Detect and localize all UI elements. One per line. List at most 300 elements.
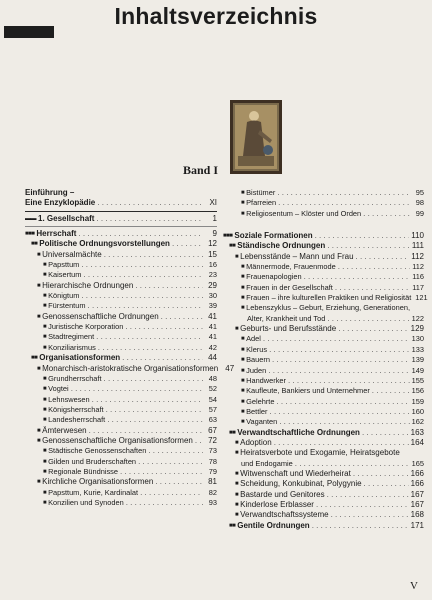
toc-entry-title: Eine Enzyklopädie [25,198,96,208]
level-marker: ■ [43,448,47,455]
toc-entry-page: 171 [410,520,424,530]
toc-entry-page: 93 [208,497,217,507]
toc-entry[interactable] [223,407,424,417]
toc-entry-title: Lebenszyklus – Geburt, Erziehung, Generationen, [246,303,411,313]
dot-leader [327,490,409,500]
toc-entry[interactable] [223,397,424,407]
dot-leader [353,469,409,479]
toc-entry-page: 9 [212,229,217,239]
level-marker: ■ [241,398,245,405]
dot-leader [277,188,410,198]
toc-entry-page: XI [209,198,217,208]
toc-entry[interactable] [223,303,424,313]
toc-entry-page: 12 [208,239,217,249]
toc-entry[interactable] [223,334,424,344]
toc-entry-title: Juristische Korporation [48,322,124,332]
toc-entry[interactable] [25,260,217,270]
dot-leader [372,386,410,396]
level-marker: ■■ [229,429,236,436]
dot-leader [274,438,409,448]
toc-entry-title: Königsherrschaft [48,404,104,414]
toc-entry[interactable] [223,355,424,365]
level-marker: ■ [43,406,47,413]
toc-entry-page: 163 [410,427,424,437]
dot-leader [272,355,410,365]
level-marker: ■ [43,303,47,310]
toc-entry-page: 122 [411,313,424,323]
level-marker: ■ [37,427,41,434]
toc-entry-title: Monarchisch-aristokratische Organisationsformen [42,363,219,373]
toc-entry[interactable] [25,322,217,332]
toc-entry-page: 168 [410,510,424,520]
level-marker: ■ [241,295,245,302]
toc-entry[interactable] [223,241,424,251]
toc-entry-title: Gilden und Bruderschaften [48,456,137,466]
toc-entry-page: 159 [411,396,424,406]
toc-entry-page: 129 [410,324,424,334]
toc-entry-title: Landesherrschaft [48,415,106,425]
dot-leader [276,397,409,407]
toc-entry-page: 165 [411,458,424,468]
dot-leader [364,479,409,489]
toc-entry-page: 41 [208,332,217,342]
level-marker: ■ [43,324,47,331]
toc-entry[interactable] [223,376,424,386]
dot-leader [83,270,203,280]
toc-entry[interactable] [25,353,217,363]
miniature-illustration [230,100,282,174]
level-marker: ■■ [31,241,38,248]
toc-entry-title: Heiratsverbote und Exogamie, Heiratsgebote [240,448,400,458]
toc-column-right [223,188,428,531]
dot-leader [270,407,410,417]
toc-entry[interactable] [223,386,424,396]
level-marker: ■ [37,437,41,444]
toc-entry[interactable] [25,291,217,301]
dot-leader [126,498,203,508]
toc-entry[interactable] [223,510,424,520]
toc-entry-title: Juden [246,365,267,375]
dot-leader [96,214,203,224]
toc-entry[interactable] [223,198,424,208]
level-marker: ■ [241,200,245,207]
dot-leader [279,417,409,427]
dot-leader [89,426,203,436]
toc-entry-title: Adel [246,334,261,344]
level-marker: ■ [241,377,245,384]
dot-leader [263,334,410,344]
level-marker: ■ [235,470,239,477]
level-marker: ■ [235,481,239,488]
level-marker: ■ [241,190,245,196]
toc-entry-title: Kaisertum [48,270,82,280]
toc-entry-page: 41 [208,322,217,332]
toc-entry[interactable] [223,209,424,219]
toc-entry-title: Frauen – ihre kulturellen Praktiken und Religiosität [246,293,412,303]
level-marker: ■ [43,272,47,279]
toc-entry[interactable] [25,301,217,311]
toc-entry-page: 67 [208,425,217,435]
toc-entry[interactable] [223,417,424,427]
toc-entry[interactable] [25,229,217,239]
toc-entry-title: Verwandtschaftssysteme [240,510,329,520]
toc-entry-page: 133 [411,344,424,354]
level-marker: ■ [43,293,47,300]
level-marker: ■ [43,262,47,269]
dot-leader [78,229,203,239]
level-marker: ▬▬ [25,215,36,222]
dot-leader [106,405,203,415]
level-marker: ■ [235,501,239,508]
toc-entry-title: Bistümer [246,188,276,197]
toc-entry-page: 167 [410,489,424,499]
level-marker: ■ [241,305,245,312]
toc-entry-title: Organisationsformen [39,353,121,363]
toc-entry-title: Scheidung, Konkubinat, Polygynie [240,479,362,489]
toc-entry[interactable] [25,281,217,291]
toc-entry-page: 30 [208,291,217,301]
toc-entry-title: Königtum [48,291,80,301]
toc-entry[interactable] [25,415,217,425]
toc-entry[interactable] [25,436,217,446]
toc-entry-page: 82 [208,487,217,497]
toc-entry[interactable] [223,521,424,531]
toc-entry[interactable] [25,446,217,456]
toc-entry-page: 112 [411,251,424,261]
toc-entry-title: Pfarreien [246,198,277,208]
toc-entry[interactable] [223,293,428,303]
dot-leader [278,198,410,208]
dot-leader [81,291,203,301]
toc-entry-title: Männermode, Frauenmode [246,262,336,272]
toc-entry[interactable] [223,469,424,479]
toc-entry-page: 166 [410,479,424,489]
toc-entry[interactable] [223,479,424,489]
dot-leader [195,436,203,446]
toc-entry-title: Frauenapologien [246,272,302,282]
toc-entry[interactable] [223,314,424,324]
toc-entry-title: Kirchliche Organisationsformen [42,477,154,487]
toc-entry[interactable] [223,345,424,355]
level-marker: ■ [241,284,245,291]
toc-entry-page: 72 [208,435,217,445]
level-marker: ■ [37,282,41,289]
toc-entry[interactable] [25,488,217,498]
page-title: Inhaltsverzeichnis [114,3,318,29]
toc-entry[interactable] [25,384,217,394]
toc-entry-title: Regionale Bündnisse [48,466,118,476]
level-marker: ■ [43,344,47,351]
dot-leader [125,322,203,332]
toc-entry-title: Frauen in der Gesellschaft [246,282,333,292]
toc-entry-title: Herrschaft [36,229,77,239]
toc-entry-title: Alter, Krankheit und Tod [247,313,326,323]
toc-entry-title: Religiosentum – Klöster und Orden [246,208,362,218]
dot-leader [96,332,203,342]
dot-leader [338,324,408,334]
toc-entry-title: Genossenschaftliche Organisationsformen [42,435,193,445]
toc-entry[interactable] [25,374,217,384]
toc-entry-page: 111 [411,241,424,251]
dot-leader [92,395,203,405]
level-marker: ■ [37,479,41,486]
level-marker: ■ [235,512,239,519]
toc-entry-title: Klerus [246,344,268,354]
toc-entry-title: Ämterwesen [42,425,87,435]
level-marker: ■ [37,313,41,320]
toc-entry[interactable] [25,467,217,477]
dot-leader [327,241,410,251]
toc-entry-page: 16 [208,260,217,270]
toc-entry[interactable] [25,239,217,249]
dot-leader [97,198,203,208]
dot-leader [104,250,203,260]
dot-leader [104,374,203,384]
toc-entry-page: 81 [208,477,217,487]
toc-entry-page: 162 [411,417,424,427]
section-divider [25,226,217,227]
dot-leader [295,459,410,469]
toc-entry-page: 155 [411,375,424,385]
toc-entry-page: 121 [415,293,428,303]
toc-entry-title: Kaufleute, Bankiers und Unternehmer [246,386,370,396]
dot-leader [338,262,410,272]
toc-entry-title: Geburts- und Berufsstände [240,324,337,334]
toc-entry-page: 47 [225,363,235,373]
toc-entry-title: Bauern [246,355,270,365]
dot-leader [122,353,203,363]
toc-entry-title: Vaganten [246,417,278,427]
toc-entry-page: 160 [411,406,424,416]
toc-entry-page: 156 [411,386,424,396]
toc-entry[interactable] [25,395,217,405]
section-divider [25,211,217,212]
dot-leader [316,500,409,510]
toc-entry[interactable] [25,214,217,224]
dot-leader [356,252,410,262]
spacer [223,219,424,231]
toc-entry[interactable] [223,428,424,438]
toc-entry-title: Fürstentum [48,301,86,311]
dot-leader [315,231,410,241]
toc-entry[interactable] [223,231,424,241]
dot-leader [331,510,409,520]
band-title: Band I [183,163,219,177]
level-marker: ■ [241,357,245,364]
dot-leader [107,415,203,425]
toc-entry-title: Universalmächte [42,249,102,259]
toc-entry-title: 1. Gesellschaft [38,213,95,223]
toc-entry-title: Stadtregiment [48,332,95,342]
toc-entry-page: 42 [208,342,217,352]
dot-leader [88,301,203,311]
toc-entry-page: 48 [208,373,217,383]
level-marker: ■ [241,419,245,426]
toc-entry-title: Soziale Formationen [234,231,313,241]
toc-entry[interactable] [25,270,217,280]
toc-entry[interactable] [223,438,424,448]
toc-entry[interactable] [223,262,424,272]
dot-leader [161,312,203,322]
level-marker: ■■ [31,355,38,362]
level-marker: ■ [37,251,41,258]
toc-entry-page: 167 [410,499,424,509]
dot-leader [140,488,203,498]
toc-entry-title: Städtische Genossenschaften [48,446,147,456]
level-marker: ■ [43,417,47,424]
level-marker: ■ [43,334,47,341]
toc-entry-page: 166 [410,468,424,478]
toc-entry-page: 99 [415,208,424,218]
toc-entry-page: 164 [410,437,424,447]
toc-entry-title: Papsttum [48,260,80,270]
toc-entry[interactable] [25,426,217,436]
level-marker: ■ [43,386,47,393]
toc-entry-page: 139 [411,355,424,365]
toc-entry[interactable] [25,312,217,322]
level-marker: ■ [43,489,47,496]
toc-entry-page: 15 [208,249,217,259]
dot-leader [172,239,203,249]
toc-entry-page: 117 [412,282,424,292]
level-marker: ■ [241,346,245,353]
level-marker: ■ [241,388,245,395]
toc-entry-title: Genossenschaftliche Ordnungen [42,311,159,321]
toc-entry-title: Bastarde und Genitores [240,489,325,499]
toc-entry-title: Handwerker [246,375,286,385]
toc-entry[interactable] [25,332,217,342]
toc-entry[interactable] [223,500,424,510]
level-marker: ■■ [229,243,236,250]
toc-entry[interactable] [223,272,424,282]
toc-entry-page: 1 [212,213,217,223]
toc-entry-title: Konziliarismus [48,342,96,352]
toc-entry[interactable] [223,448,424,458]
toc-entry-title: Grundherrschaft [48,373,102,383]
level-marker: ■■ [229,522,236,529]
level-marker: ■ [43,458,47,465]
toc-entry-page: 78 [208,456,217,466]
level-marker: ■■■ [223,233,233,240]
level-marker: ■ [241,408,245,415]
dot-leader [312,521,409,531]
level-marker: ■ [43,499,47,506]
toc-entry-title: Papsttum, Kurie, Kardinalat [48,487,139,497]
toc-entry-page: 54 [208,394,217,404]
level-marker: ■ [241,336,245,343]
dot-leader [148,446,203,456]
toc-entry-title: Witwenschaft und Wiederheirat [240,468,351,478]
toc-column-left [25,188,235,508]
dot-leader [155,477,203,487]
toc-entry-title: Ständische Ordnungen [237,241,326,251]
toc-entry-page: 110 [411,231,424,241]
level-marker: ■ [235,253,239,260]
dot-leader [268,366,409,376]
toc-entry-page: 44 [208,353,217,363]
dot-leader [363,209,410,219]
toc-entry[interactable] [223,283,424,293]
toc-entry[interactable] [223,324,424,334]
toc-entry[interactable] [25,198,217,208]
toc-entry[interactable] [223,188,424,198]
toc-entry[interactable] [25,188,217,198]
level-marker: ■ [235,450,239,457]
toc-entry[interactable] [223,490,424,500]
dot-leader [304,272,410,282]
toc-entry-page: 41 [208,311,217,321]
toc-entry-page: 130 [411,334,424,344]
toc-entry[interactable] [25,363,235,374]
level-marker: ■ [43,375,47,382]
toc-entry[interactable] [25,343,217,353]
level-marker: ■ [235,326,239,333]
toc-entry-title: Lehnswesen [48,394,90,404]
toc-entry-page: 63 [208,415,217,425]
dot-leader [288,376,410,386]
toc-entry-title: Bettler [246,406,268,416]
level-marker: ■ [241,264,245,271]
toc-entry-page: 29 [208,280,217,290]
dot-leader [269,345,410,355]
toc-entry-page: 98 [415,198,424,208]
level-marker: ■ [43,396,47,403]
toc-entry-title: und Endogamie [241,458,293,468]
toc-entry[interactable] [25,498,217,508]
toc-entry[interactable] [223,459,424,469]
dot-leader [71,384,203,394]
toc-entry-page: 79 [208,466,217,476]
toc-entry-title: Einführung – [25,188,75,197]
dot-leader [98,343,203,353]
level-marker: ■ [235,439,239,446]
dot-leader [138,457,203,467]
toc-entry-title: Adoption [240,437,272,447]
toc-entry[interactable] [25,457,217,467]
toc-entry-page: 112 [412,262,424,272]
toc-entry-page: 73 [208,446,217,456]
toc-entry-title: Verwandtschaftliche Ordnungen [237,427,360,437]
level-marker: ■ [241,274,245,281]
page-number: V [410,580,418,592]
level-marker: ■ [37,365,41,372]
toc-entry-title: Gentile Ordnungen [237,520,310,530]
dot-leader [120,467,203,477]
toc-entry[interactable] [223,363,424,376]
dot-leader [327,314,409,324]
toc-entry-page: 57 [208,404,217,414]
toc-entry[interactable] [25,405,217,415]
toc-entry[interactable] [223,252,424,262]
toc-entry-page: 52 [208,384,217,394]
toc-entry[interactable] [25,477,217,487]
toc-entry-page: 23 [208,270,217,280]
toc-entry-title: Konzilien und Synoden [48,497,124,507]
level-marker: ■ [241,210,245,217]
toc-entry-title: Hierarchische Ordnungen [42,280,134,290]
level-marker: ■ [43,468,47,475]
level-marker: ■ [241,367,245,374]
toc-entry-page: 95 [415,188,424,197]
dot-leader [362,428,409,438]
toc-entry-title: Kinderlose Erblasser [240,499,314,509]
toc-entry-title: Gelehrte [246,396,275,406]
toc-entry[interactable] [25,250,217,260]
toc-entry-page: 116 [412,272,424,282]
toc-entry-page: 39 [208,301,217,311]
dot-leader [135,281,203,291]
dot-leader [81,260,203,270]
